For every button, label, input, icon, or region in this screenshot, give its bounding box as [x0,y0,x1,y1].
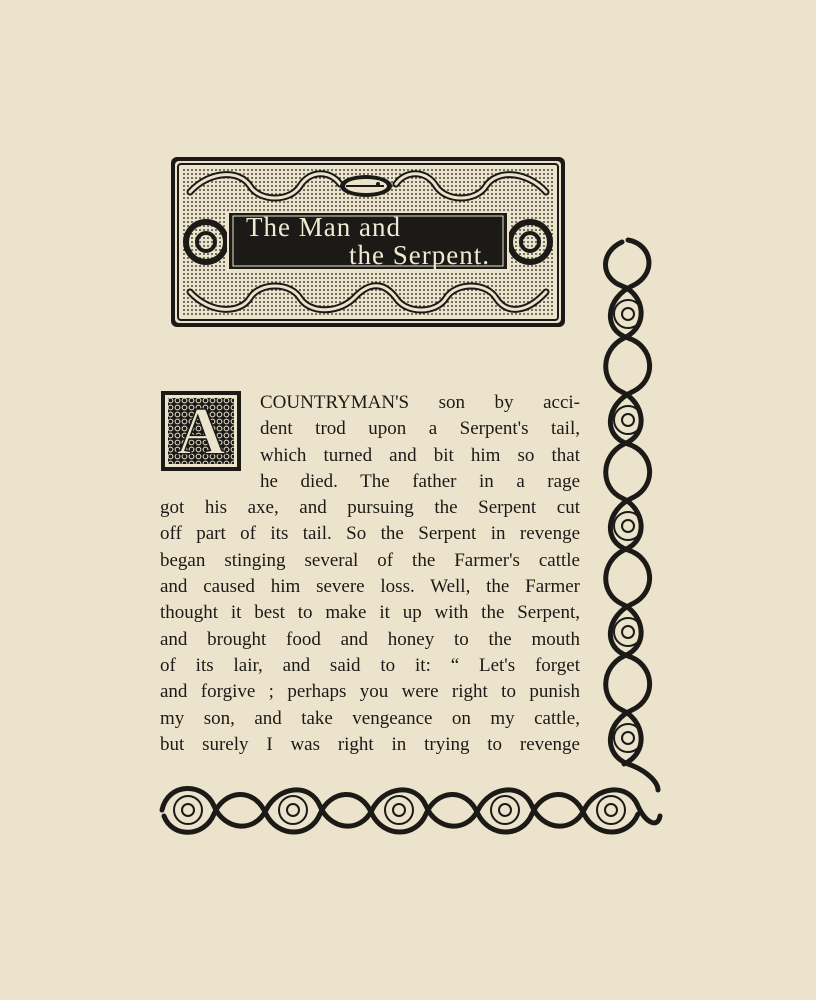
body-line: got his axe, and pursuing the Serpent cut [160,497,580,519]
body-line: off part of its tail. So the Serpent in revenge [160,523,580,545]
drop-cap-letter: A [176,393,226,469]
celtic-knot-border-bottom-icon [158,776,664,842]
body-line: and brought food and honey to the mouth [160,628,580,650]
body-line: began stinging several of the Farmer's cattle [160,549,580,571]
body-line: COUNTRYMAN'S son by acci- [260,392,580,413]
body-line: but surely I was right in trying to revenge [160,733,580,755]
celtic-knot-border-right-icon [592,234,664,794]
body-line: and caused him severe loss. Well, the Farmer [160,576,580,598]
body-line: my son, and take vengeance on my cattle, [160,707,580,729]
title-cartouche [170,156,566,328]
fable-body [160,390,580,758]
title-line-1: The Man and [246,212,401,242]
body-line: dent trod upon a Serpent's tail, [260,418,580,440]
body-line: thought it best to make it up with the Serpent, [160,602,580,624]
title-line-2: the Serpent. [349,240,490,270]
body-line: which turned and bit him so that [260,444,580,466]
body-line: he died. The father in a rage [260,470,580,492]
body-line: and forgive ; perhaps you were right to punish [160,681,580,703]
body-line: of its lair, and said to it: “ Let's forget [160,654,580,676]
